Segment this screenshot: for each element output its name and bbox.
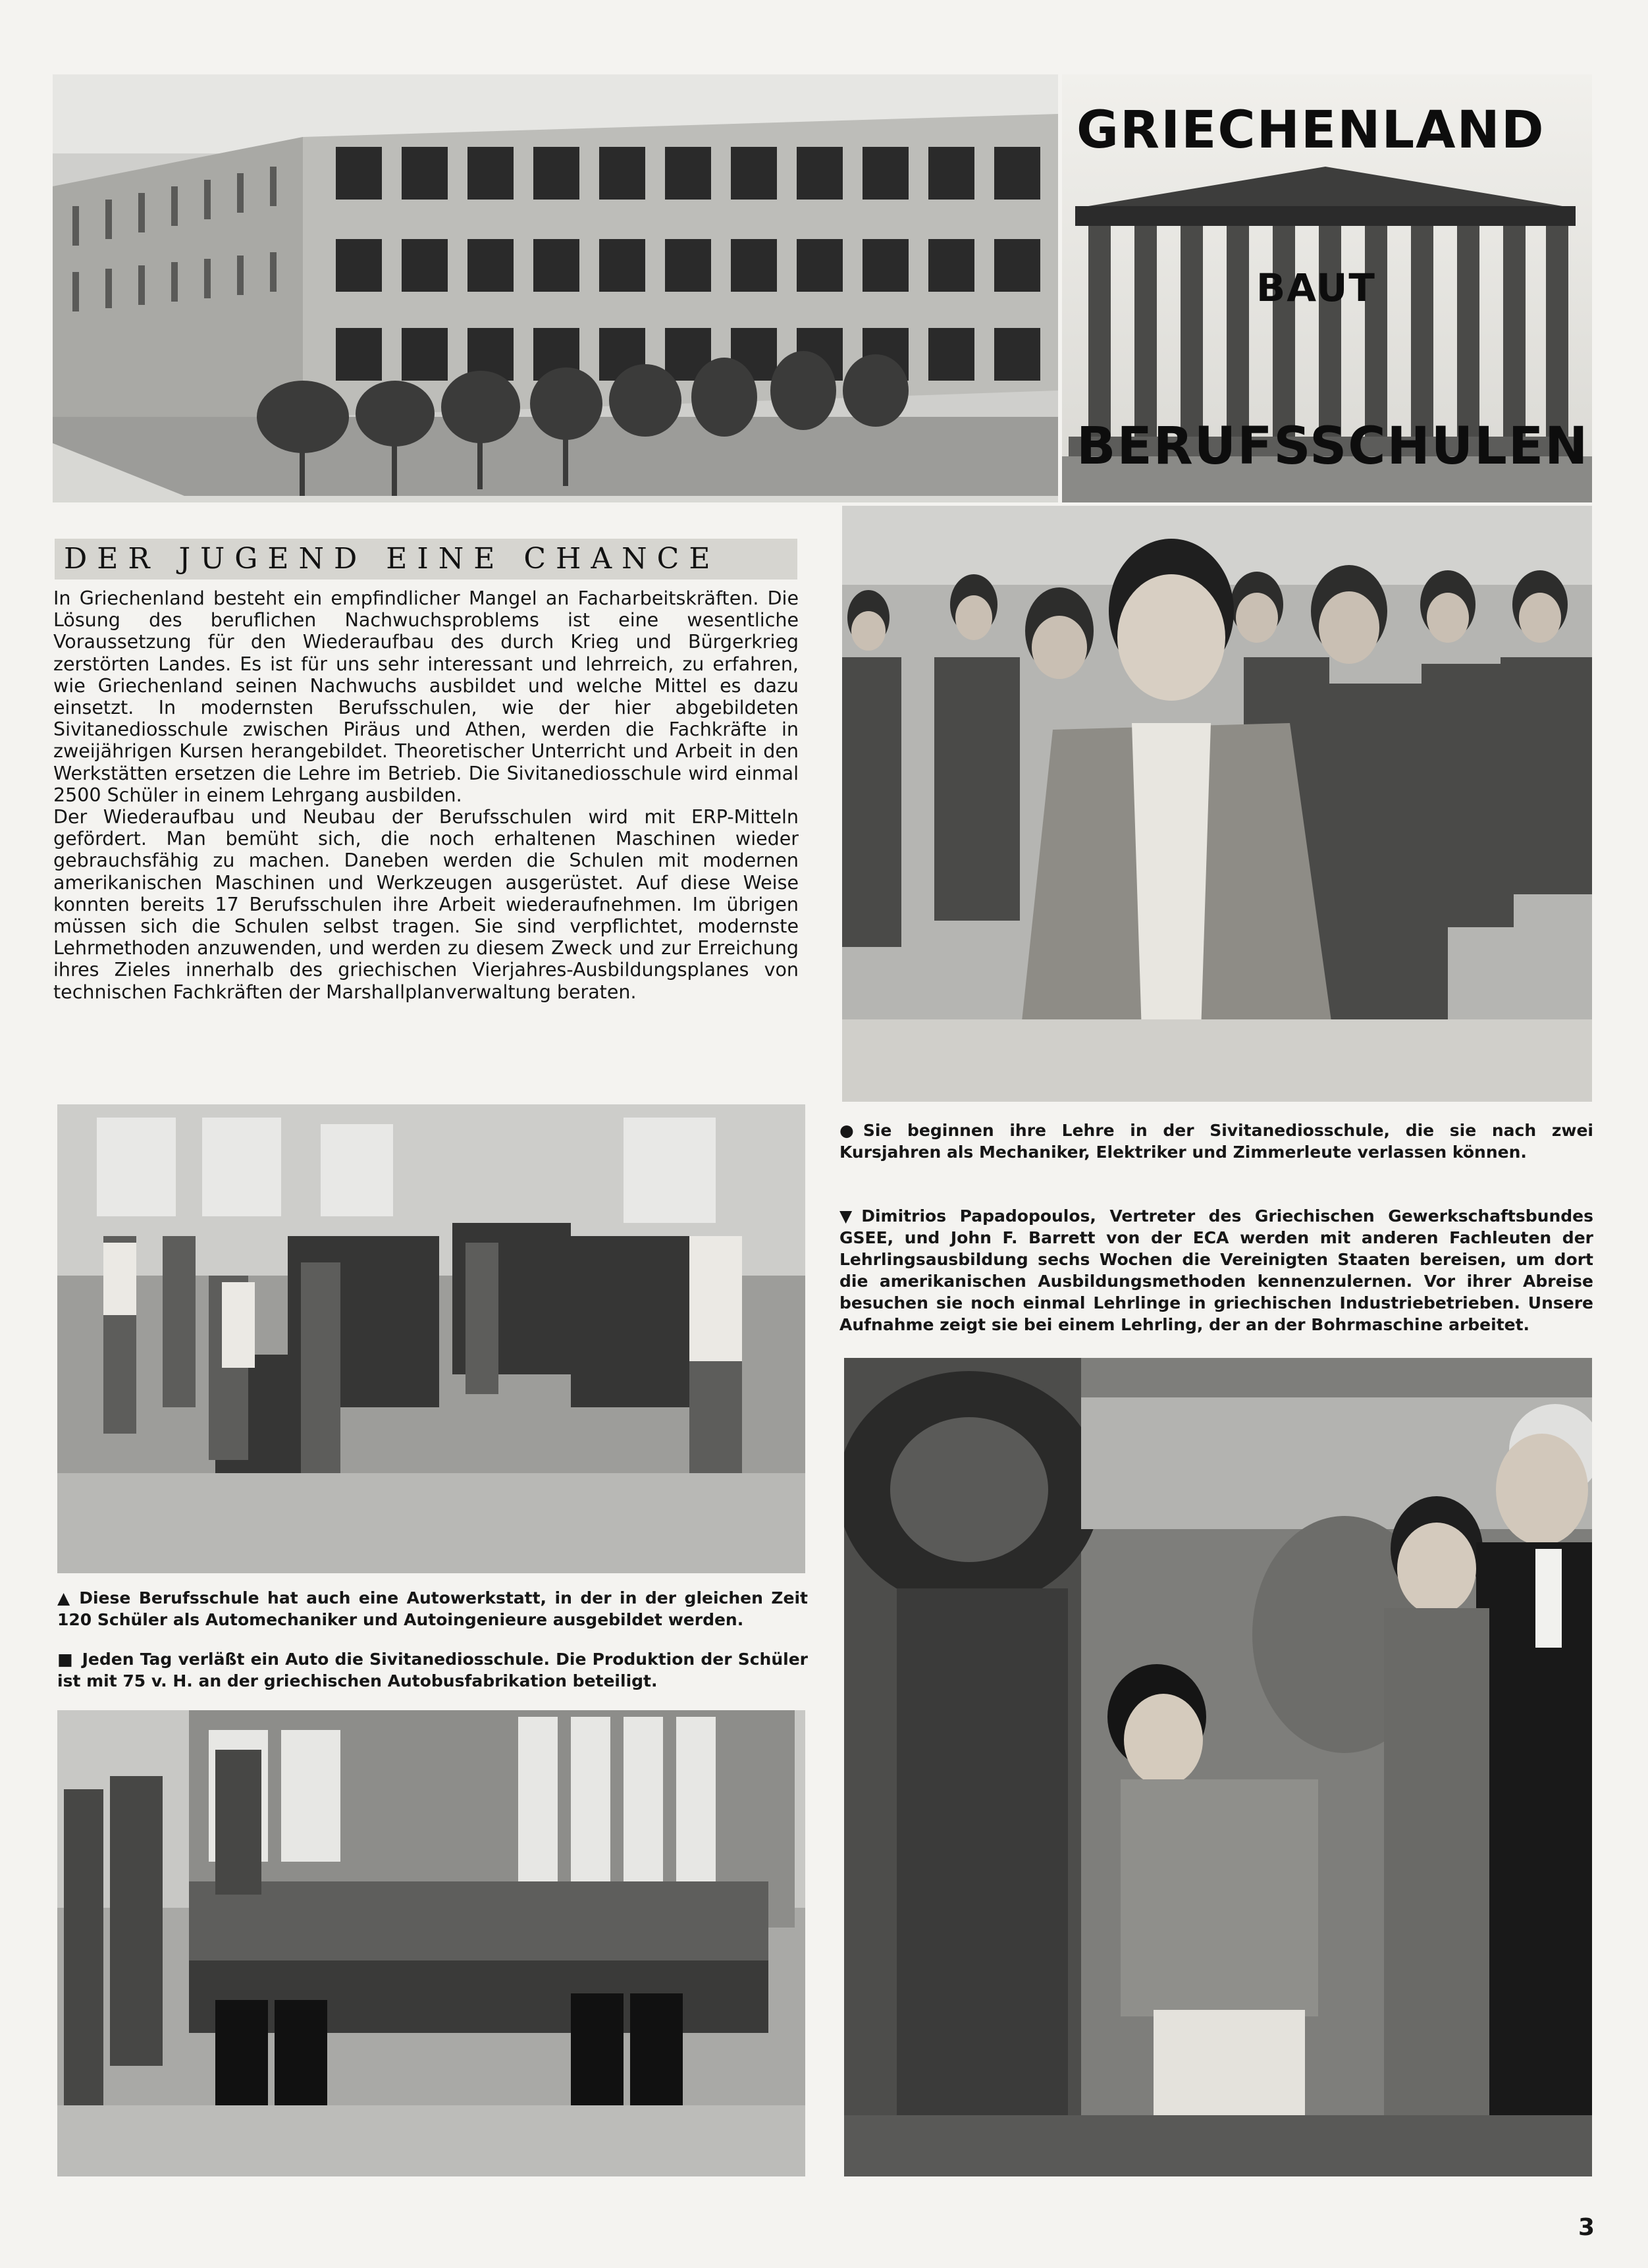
students-photo [842, 506, 1592, 1102]
title-block [1062, 74, 1592, 502]
bus-assembly-photo [57, 1710, 805, 2176]
caption-workshop [57, 1587, 808, 1631]
caption-visitors [839, 1205, 1593, 1336]
caption-bullet-triangle-up: ▲ [57, 1588, 70, 1607]
page-number: 3 [1578, 2214, 1595, 2241]
caption-bus-text: Jeden Tag verläßt ein Auto die Sivitanediosschule. Die Produktion der Schüler ist mit 75 v. H. an der griechischen Autobusfabrikation beteiligt. [57, 1650, 808, 1690]
caption-workshop-text: Diese Berufsschule hat auch eine Autowerkstatt, in der in der gleichen Zeit 120 Schüler als Automechaniker und Autoingenieure ausgebildet werden. [57, 1588, 808, 1629]
caption-visitors-text: Dimitrios Papadopoulos, Vertreter des Griechischen Gewerkschaftsbundes GSEE, und John F. Barrett von der ECA werden mit anderen Fachleuten der Lehrlingsausbildung sechs Wochen die Vereinigten Staaten bereisen, um dort die amerikanischen Ausbildungsmethoden kennenzulernen. Vor ihrer Abreise besuchen sie noch einmal Lehrlinge in griechischen Industriebetrieben. Unsere Aufnahme zeigt sie bei einem Lehrling, der an der Bohrmaschine arbeitet. [839, 1206, 1593, 1334]
article-paragraph-2: Der Wiederaufbau und Neubau der Berufsschulen wird mit ERP-Mitteln gefördert. Man bemüht sich, die noch erhaltenen Maschinen wieder gebrauchsfähig zu machen. Daneben werden die Schulen mit modernen amerikanischen Maschinen und Werkzeugen ausgerüstet. Auf diese Weise konnten bereits 17 Berufsschulen ihre Arbeit wiederaufnehmen. Im übrigen müssen sich die Schulen selbst tragen. Sie sind verpflichtet, modernste Lehrmethoden anzuwenden, und werden zu diesem Zweck und zur Erreichung ihres Zieles innerhalb des griechischen Vierjahres-Ausbildungsplanes von technischen Fachkräften der Marshallplanverwaltung beraten. [53, 806, 799, 1003]
school-building-photo [53, 74, 1058, 502]
caption-students [839, 1120, 1593, 1163]
caption-students-text: Sie beginnen ihre Lehre in der Sivitanediosschule, die sie nach zwei Kursjahren als Mechaniker, Elektriker und Zimmerleute verlassen können. [839, 1121, 1593, 1162]
article-paragraph-1: In Griechenland besteht ein empfindlicher Mangel an Facharbeitskräften. Die Lösung des beruflichen Nachwuchsproblems ist eine wesentliche Voraussetzung für den Wiederaufbau des durch Krieg und Bürgerkrieg zerstörten Landes. Es ist für uns sehr interessant und lehrreich, zu erfahren, wie Griechenland seinen Nachwuchs ausbildet und welche Mittel es dazu einsetzt. In modernsten Berufsschulen, wie der hier abgebildeten Sivitanediosschule zwischen Piräus und Athen, werden die Fachkräfte in zweijährigen Kursen herangebildet. Theoretischer Unterricht und Arbeit in den Werkstätten ersetzen die Lehre im Betrieb. Die Sivitanediosschule wird einmal 2500 Schüler in einem Lehrgang ausbilden. [53, 587, 799, 806]
caption-bullet-circle: ● [839, 1121, 854, 1140]
section-heading: DER JUGEND EINE CHANCE [55, 539, 797, 580]
title-line-2: BAUT [1256, 265, 1376, 310]
workshop-photo [57, 1104, 805, 1573]
title-line-3: BERUFSSCHULEN [1077, 417, 1589, 476]
title-line-1: GRIECHENLAND [1077, 101, 1545, 160]
caption-bullet-square: ■ [57, 1650, 73, 1669]
caption-bus [57, 1648, 808, 1692]
caption-bullet-triangle-down: ▼ [839, 1206, 853, 1226]
drill-press-photo [844, 1358, 1592, 2176]
article-body [53, 587, 799, 1003]
